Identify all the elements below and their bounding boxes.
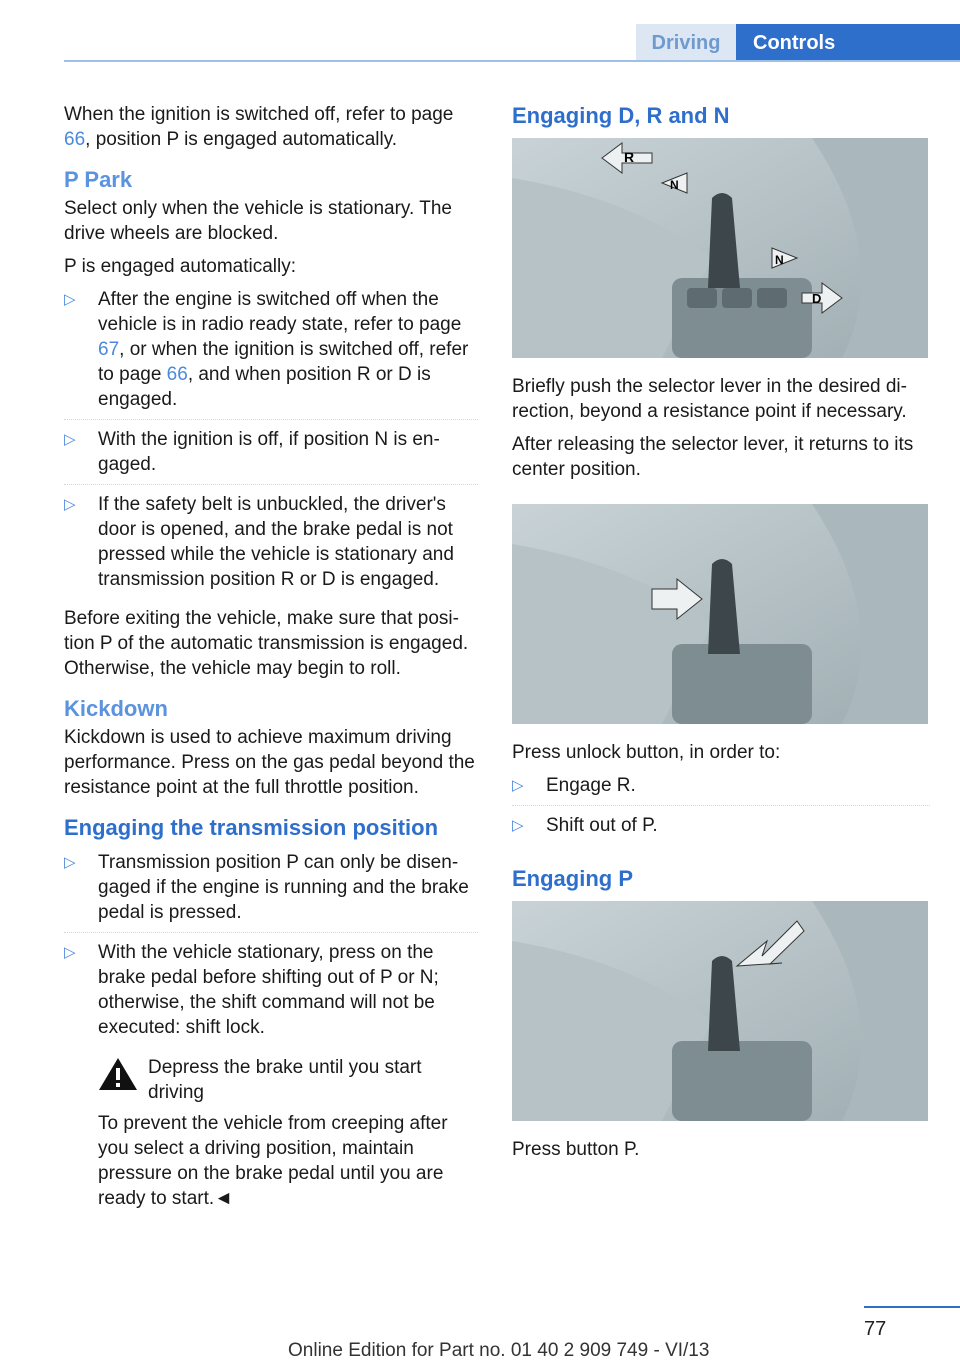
triangle-bullet-icon: ▷ [64,291,76,308]
item-text: Shift out of P. [546,815,658,836]
kickdown-heading: Kickdown [64,696,168,721]
header-rule [64,60,960,62]
drn-heading: Engaging D, R and N [512,103,730,128]
park-list [64,287,478,599]
footer-rule [864,1306,960,1308]
item-text: After the engine is switched off when the vehicle is in radio ready state, refer to page [98,289,462,335]
intro-text-a: When the ignition is switched off, refer to page [64,104,454,125]
item-text: , and when position R or D is engaged. [98,364,431,410]
warning-icon [98,1057,138,1091]
page-header [0,0,960,64]
park-paragraph-1: Select only when the vehicle is stationary. The drive wheels are blocked. [64,198,452,244]
page-number: 77 [864,1318,887,1340]
page-link-66[interactable]: 66 [166,364,188,385]
triangle-bullet-icon: ▷ [64,431,76,448]
list-item [64,427,478,485]
selector-lever-drn-figure [512,138,928,358]
engaging-list [64,850,478,1047]
unlock-paragraph: Press unlock button, in order to: [512,742,781,763]
item-text: Engage R. [546,775,636,796]
drn-paragraph-2: After releasing the selector lever, it returns to its center position. [512,434,914,480]
kickdown-paragraph: Kickdown is used to achieve maximum driving performance. Press on the gas pedal beyond the resistance point at the full throttle position. [64,727,475,798]
engaging-p-heading: Engaging P [512,866,633,891]
item-text: , or when the ignition is switched off, refer to page [98,339,469,385]
triangle-bullet-icon: ▷ [512,817,524,834]
triangle-bullet-icon: ▷ [512,777,524,794]
list-item [512,773,930,806]
triangle-bullet-icon: ▷ [64,854,76,871]
item-text: If the safety belt is unbuckled, the driver's door is opened, and the brake pedal is not pressed while the vehicle is stationary and transmission position R or D is engaged. [98,494,454,590]
park-paragraph-3: Before exiting the vehicle, make sure that position P of the automatic transmission is engaged. Otherwise, the vehicle may begin to roll. [64,608,469,679]
intro-text-b: , position P is engaged automatically. [85,129,398,150]
intro-paragraph [64,102,478,152]
triangle-bullet-icon: ▷ [64,944,76,961]
warning-box [98,1055,478,1105]
list-item [64,492,478,599]
warning-body: To prevent the vehicle from creeping after you select a driving position, maintain pressure on the brake pedal until you are ready to start.◄ [98,1113,448,1209]
gear-label-n1: N [670,178,679,192]
p-text: Press button P. [512,1139,640,1160]
list-item [64,287,478,420]
drn-paragraph-1: Briefly push the selector lever in the desired direction, beyond a resistance point if necessary. [512,376,907,422]
gear-label-n2: N [775,253,784,267]
item-text: Transmission position P can only be disengaged if the engine is running and the brake pedal is pressed. [98,852,469,923]
park-heading: P Park [64,167,133,192]
item-text: With the ignition is off, if position N is engaged. [98,429,440,475]
warning-title: Depress the brake until you start driving [148,1057,422,1103]
unlock-button-figure [512,504,928,724]
item-text: With the vehicle stationary, press on the brake pedal before shifting out of P or N; otherwise, the shift command will not be executed: shift lock. [98,942,439,1038]
gear-label-d: D [812,291,822,306]
gear-label-r: R [624,149,635,165]
engaging-heading: Engaging the transmission position [64,815,439,840]
page-link-66[interactable]: 66 [64,129,86,150]
list-item [64,940,478,1047]
right-column [512,102,930,1170]
tab-driving[interactable]: Driving [636,24,736,60]
edition-footer: Online Edition for Part no. 01 40 2 909 749 - VI/13 [288,1340,710,1361]
triangle-bullet-icon: ▷ [64,496,76,513]
list-item [512,813,930,845]
park-paragraph-2: P is engaged automatically: [64,256,297,277]
tab-controls[interactable]: Controls [736,24,960,60]
page-link-67[interactable]: 67 [98,339,120,360]
left-column [64,102,478,1219]
p-button-figure [512,901,928,1121]
unlock-list [512,773,930,845]
list-item [64,850,478,933]
